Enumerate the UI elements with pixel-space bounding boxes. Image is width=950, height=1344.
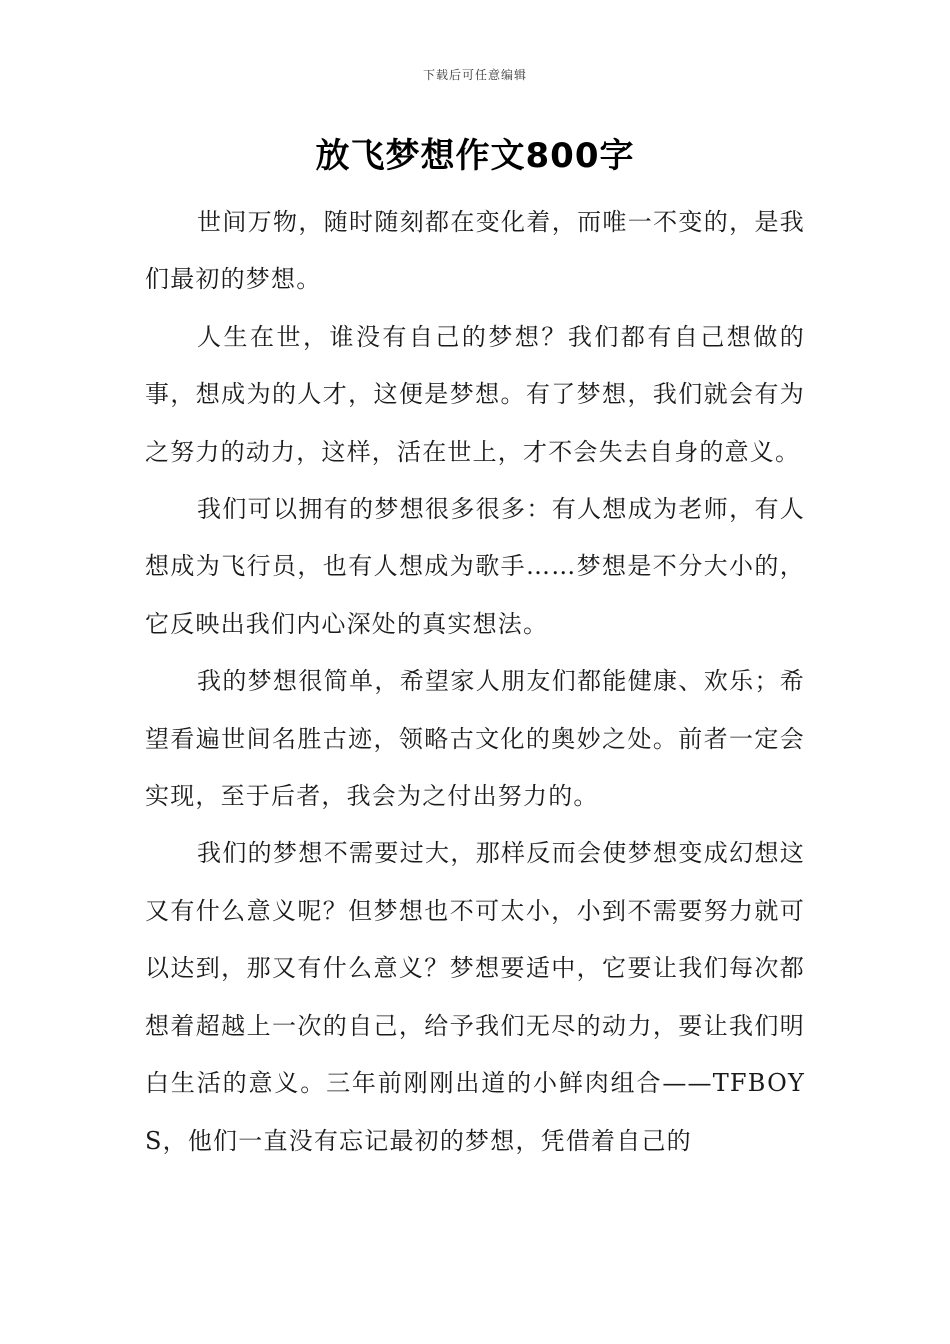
paragraph-1: 世间万物，随时随刻都在变化着，而唯一不变的，是我们最初的梦想。 [145, 208, 805, 294]
paragraph-4: 我的梦想很简单，希望家人朋友们都能健康、欢乐；希望看遍世间名胜古迹，领略古文化的奥妙之处。前者一定会实现，至于后者，我会为之付出努力的。 [145, 667, 805, 811]
paragraph-2: 人生在世，谁没有自己的梦想？我们都有自己想做的事，想成为的人才，这便是梦想。有了梦想，我们就会有为之努力的动力，这样，活在世上，才不会失去自身的意义。 [145, 322, 805, 466]
paragraph-3: 我们可以拥有的梦想很多很多：有人想成为老师，有人想成为飞行员，也有人想成为歌手……梦想是不分大小的，它反映出我们内心深处的真实想法。 [145, 495, 805, 638]
essay-body [145, 194, 805, 1170]
page-title: 放飞梦想作文800字 [315, 136, 635, 176]
header-note: 下载后可任意编辑 [422, 68, 527, 82]
paragraph-5: 我们的梦想不需要过大，那样反而会使梦想变成幻想这又有什么意义呢？但梦想也不可太小，小到不需要努力就可以达到，那又有什么意义？梦想要适中，它要让我们每次都想着超越上一次的自己，给予我们无尽的动力，要让我们明白生活的意义。三年前刚刚出道的小鲜肉组合——TFBOYS，他们一直没有忘记最初的梦想，凭借着自己的 [145, 839, 805, 1155]
